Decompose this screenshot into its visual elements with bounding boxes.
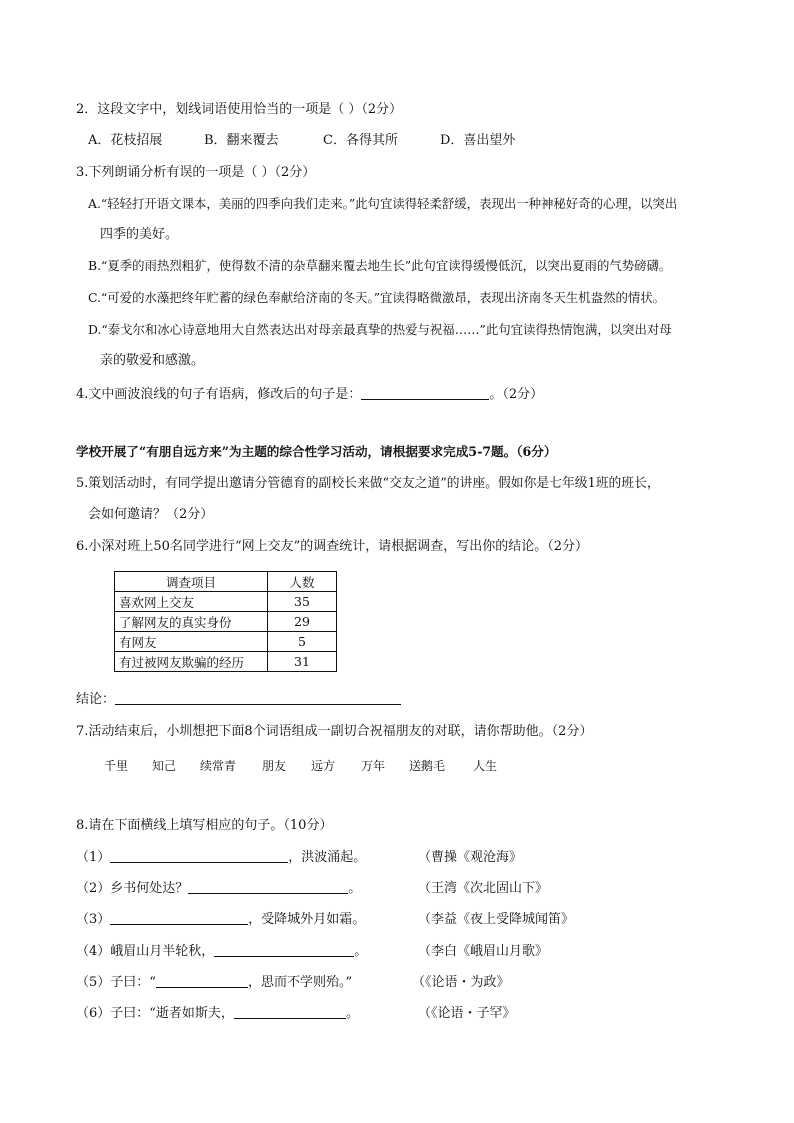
fill-blank[interactable] bbox=[188, 879, 348, 894]
q3-option-b: B.“夏季的雨热烈粗犷，使得数不清的杂草翻来覆去地生长”此句宜读得缓慢低沉，以突出夏雨的气势磅礴。 bbox=[88, 258, 672, 273]
q6-conclusion bbox=[76, 690, 401, 710]
table-cell: 有网友 bbox=[115, 632, 268, 652]
item-number: （6） bbox=[76, 1006, 111, 1021]
q8-stem: 8.请在下面横线上填写相应的句子。（10分） bbox=[76, 818, 333, 833]
table-cell: 29 bbox=[268, 612, 337, 632]
q8-item-2 bbox=[76, 879, 361, 899]
item-source: （曹操《观沧海》 bbox=[418, 850, 523, 865]
q3-stem: 3.下列朗诵分析有误的一项是（ ）（2分） bbox=[76, 165, 316, 180]
q3-option-a-line2: 四季的美好。 bbox=[100, 227, 179, 242]
q8-item-3 bbox=[76, 910, 365, 930]
item-prefix: 子曰：“逝者如斯夫， bbox=[110, 1006, 234, 1021]
q2-stem: 2．这段文字中，划线词语使用恰当的一项是（ ）（2分） bbox=[76, 102, 403, 117]
item-source: （李益《夜上受降城闻笛》 bbox=[418, 912, 575, 927]
word-item: 远方 bbox=[311, 759, 336, 773]
fill-blank[interactable] bbox=[110, 910, 248, 925]
table-row bbox=[115, 592, 337, 612]
q5-line2: 会如何邀请？（2分） bbox=[88, 507, 214, 522]
q3-option-a-line1: A.“轻轻打开语文课本，美丽的四季向我们走来。”此句宜读得轻柔舒缓，表现出一种神秘好奇的心理，以突出 bbox=[88, 196, 678, 211]
q8-item-4 bbox=[76, 942, 367, 962]
word-item: 人生 bbox=[473, 759, 498, 773]
section-intro: 学校开展了“有朋自远方来”为主题的综合性学习活动，请根据要求完成5-7题。（6分） bbox=[76, 444, 557, 459]
q6-stem: 6.小深对班上50名同学进行“网上交友”的调查统计，请根据调查，写出你的结论。（2分） bbox=[76, 539, 589, 554]
table-cell: 喜欢网上交友 bbox=[115, 592, 268, 612]
q2-option-d: D．喜出望外 bbox=[440, 133, 516, 148]
item-source: （王湾《次北固山下》 bbox=[418, 881, 549, 896]
fill-blank[interactable] bbox=[234, 1004, 346, 1019]
q8-item-1 bbox=[76, 848, 366, 868]
q8-item-5 bbox=[76, 973, 352, 993]
item-prefix: 子曰：“ bbox=[110, 975, 156, 990]
item-suffix: ，洪波涌起。 bbox=[288, 850, 367, 865]
conclusion-label: 结论： bbox=[76, 692, 116, 707]
item-suffix: ，受降城外月如霜。 bbox=[248, 912, 366, 927]
item-number: （2） bbox=[76, 881, 111, 896]
item-number: （1） bbox=[76, 850, 111, 865]
q2-option-b: B．翻来覆去 bbox=[204, 133, 279, 148]
item-number: （5） bbox=[76, 975, 111, 990]
table-cell: 了解网友的真实身份 bbox=[115, 612, 268, 632]
word-item: 续常青 bbox=[200, 759, 237, 773]
item-source: （李白《峨眉山月歌》 bbox=[418, 944, 549, 959]
table-cell: 5 bbox=[268, 632, 337, 652]
table-cell: 35 bbox=[268, 592, 337, 612]
table-cell: 31 bbox=[268, 652, 337, 672]
word-item: 送鹅毛 bbox=[409, 759, 446, 773]
table-row bbox=[115, 612, 337, 632]
word-item: 千里 bbox=[104, 759, 129, 773]
word-item: 万年 bbox=[361, 759, 386, 773]
item-number: （4） bbox=[76, 944, 111, 959]
table-row bbox=[115, 652, 337, 672]
q7-stem: 7.活动结束后，小圳想把下面8个词语组成一副切合祝福朋友的对联，请你帮助他。（2分） bbox=[76, 724, 593, 739]
table-row bbox=[115, 632, 337, 652]
fill-blank[interactable] bbox=[214, 942, 354, 957]
table-header-row bbox=[115, 572, 337, 592]
word-item: 知己 bbox=[152, 759, 177, 773]
word-item: 朋友 bbox=[262, 759, 287, 773]
survey-table bbox=[114, 571, 337, 672]
table-cell: 有过被网友欺骗的经历 bbox=[115, 652, 268, 672]
item-prefix: 乡书何处达？ bbox=[110, 881, 189, 896]
q5-line1: 5.策划活动时，有同学提出邀请分管德育的副校长来做“交友之道”的讲座。假如你是七年级1班的班长， bbox=[76, 476, 660, 491]
item-prefix: 峨眉山月半轮秋， bbox=[110, 944, 215, 959]
item-number: （3） bbox=[76, 912, 111, 927]
table-header: 调查项目 bbox=[115, 572, 268, 592]
q3-option-d-line2: 亲的敬爱和感激。 bbox=[100, 353, 205, 368]
item-source: （《论语・为政》 bbox=[412, 975, 510, 990]
q2-option-a: A．花枝招展 bbox=[88, 133, 163, 148]
fill-blank[interactable] bbox=[110, 848, 288, 863]
item-source: （《论语・子罕》 bbox=[418, 1006, 516, 1021]
fill-blank[interactable] bbox=[156, 973, 248, 988]
q3-option-c: C.“可爱的水藻把终年贮蓄的绿色奉献给济南的冬天。”宜读得略微激昂，表现出济南冬天生机盎然的情状。 bbox=[88, 290, 666, 305]
q4-prompt: 4.文中画波浪线的句子有语病，修改后的句子是： bbox=[76, 387, 362, 402]
q4-suffix: 。（2分） bbox=[489, 387, 544, 402]
q4-answer-blank[interactable] bbox=[361, 385, 489, 400]
q2-option-c: C．各得其所 bbox=[323, 133, 398, 148]
table-header: 人数 bbox=[268, 572, 337, 592]
q8-item-6 bbox=[76, 1004, 359, 1024]
item-suffix: 。 bbox=[354, 944, 368, 959]
q4-line bbox=[76, 385, 543, 405]
item-suffix: 。 bbox=[345, 1006, 359, 1021]
item-suffix: ，思而不学则殆。” bbox=[247, 975, 353, 990]
item-suffix: 。 bbox=[348, 881, 362, 896]
conclusion-blank[interactable] bbox=[115, 690, 401, 705]
q3-option-d-line1: D.“泰戈尔和冰心诗意地用大自然表达出对母亲最真挚的热爱与祝福……”此句宜读得热情饱满，以突出对母 bbox=[88, 322, 672, 337]
